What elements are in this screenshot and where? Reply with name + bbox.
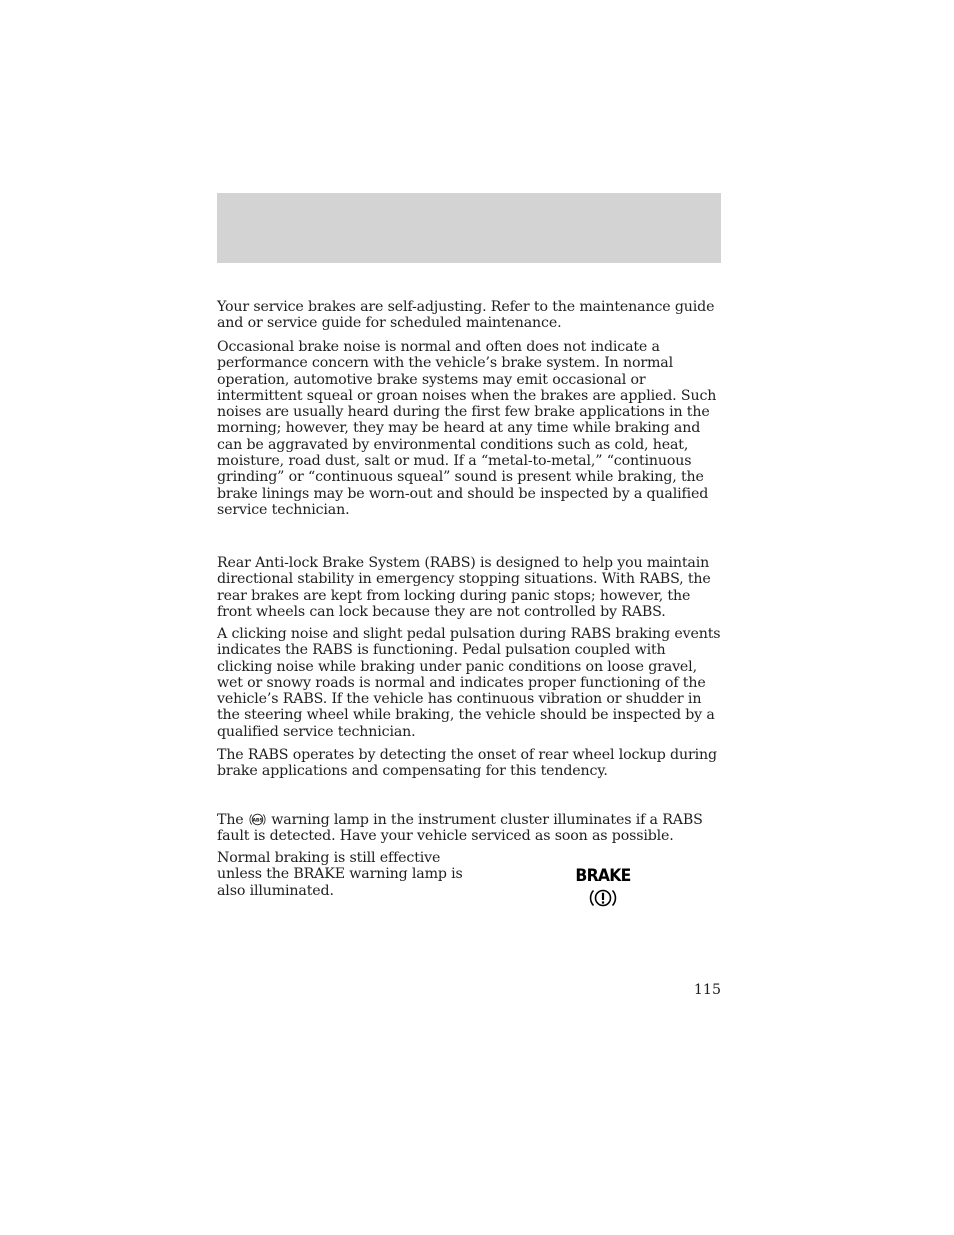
paragraph-abs-warning-lamp bbox=[217, 811, 722, 845]
paragraph-brake-noise: Occasional brake noise is normal and often does not indicate a performance concern with the vehicle’s brake system. In normal operation, automotive brake systems may emit occasional or intermittent squeal or groan noises when the brakes are applied. Such noises are usually heard during the first few brake applications in the morning; however, they may be heard at any time while braking and can be aggravated by environmental conditions such as cold, heat, moisture, road dust, salt or mud. If a “metal-to-metal,” “continuous grinding” or “continuous squeal” sound is present while braking, the brake linings may be worn-out and should be inspected by a qualified service technician. bbox=[217, 339, 717, 518]
abs-lamp-text-after: warning lamp in the instrument cluster illuminates if a RABS fault is detected. Have your vehicle serviced as soon as possible. bbox=[217, 812, 703, 845]
paragraph-rabs-operation: The RABS operates by detecting the onset of rear wheel lockup during brake applications and compensating for this tendency. bbox=[217, 747, 717, 780]
abs-icon-label: ABS bbox=[252, 818, 263, 824]
brake-warning-lamp bbox=[572, 866, 634, 912]
paragraph-normal-braking: Normal braking is still effective unless the BRAKE warning lamp is also illuminated. bbox=[217, 850, 463, 899]
brake-warning-label: BRAKE bbox=[575, 866, 631, 886]
page-number: 115 bbox=[693, 982, 721, 998]
paragraph-rabs-intro: Rear Anti-lock Brake System (RABS) is designed to help you maintain directional stability in emergency stopping situations. With RABS, the rear brakes are kept from locking during panic stops; however, the front wheels can lock because they are not controlled by RABS. bbox=[217, 555, 711, 620]
section-header-band bbox=[217, 193, 721, 263]
paragraph-rabs-clicking: A clicking noise and slight pedal pulsation during RABS braking events indicates the RABS is functioning. Pedal pulsation coupled with clicking noise while braking under panic conditions on loose gravel, wet or snowy roads is normal and indicates proper functioning of the vehicle’s RABS. If the vehicle has continuous vibration or shudder in the steering wheel while braking, the vehicle should be inspected by a qualified service technician. bbox=[217, 626, 721, 740]
abs-lamp-text-before: The bbox=[217, 812, 244, 828]
paragraph-self-adjusting: Your service brakes are self-adjusting. Refer to the maintenance guide and or service guide for scheduled maintenance. bbox=[217, 299, 715, 332]
brake-warning-icon bbox=[589, 887, 617, 909]
abs-warning-icon bbox=[249, 811, 266, 828]
